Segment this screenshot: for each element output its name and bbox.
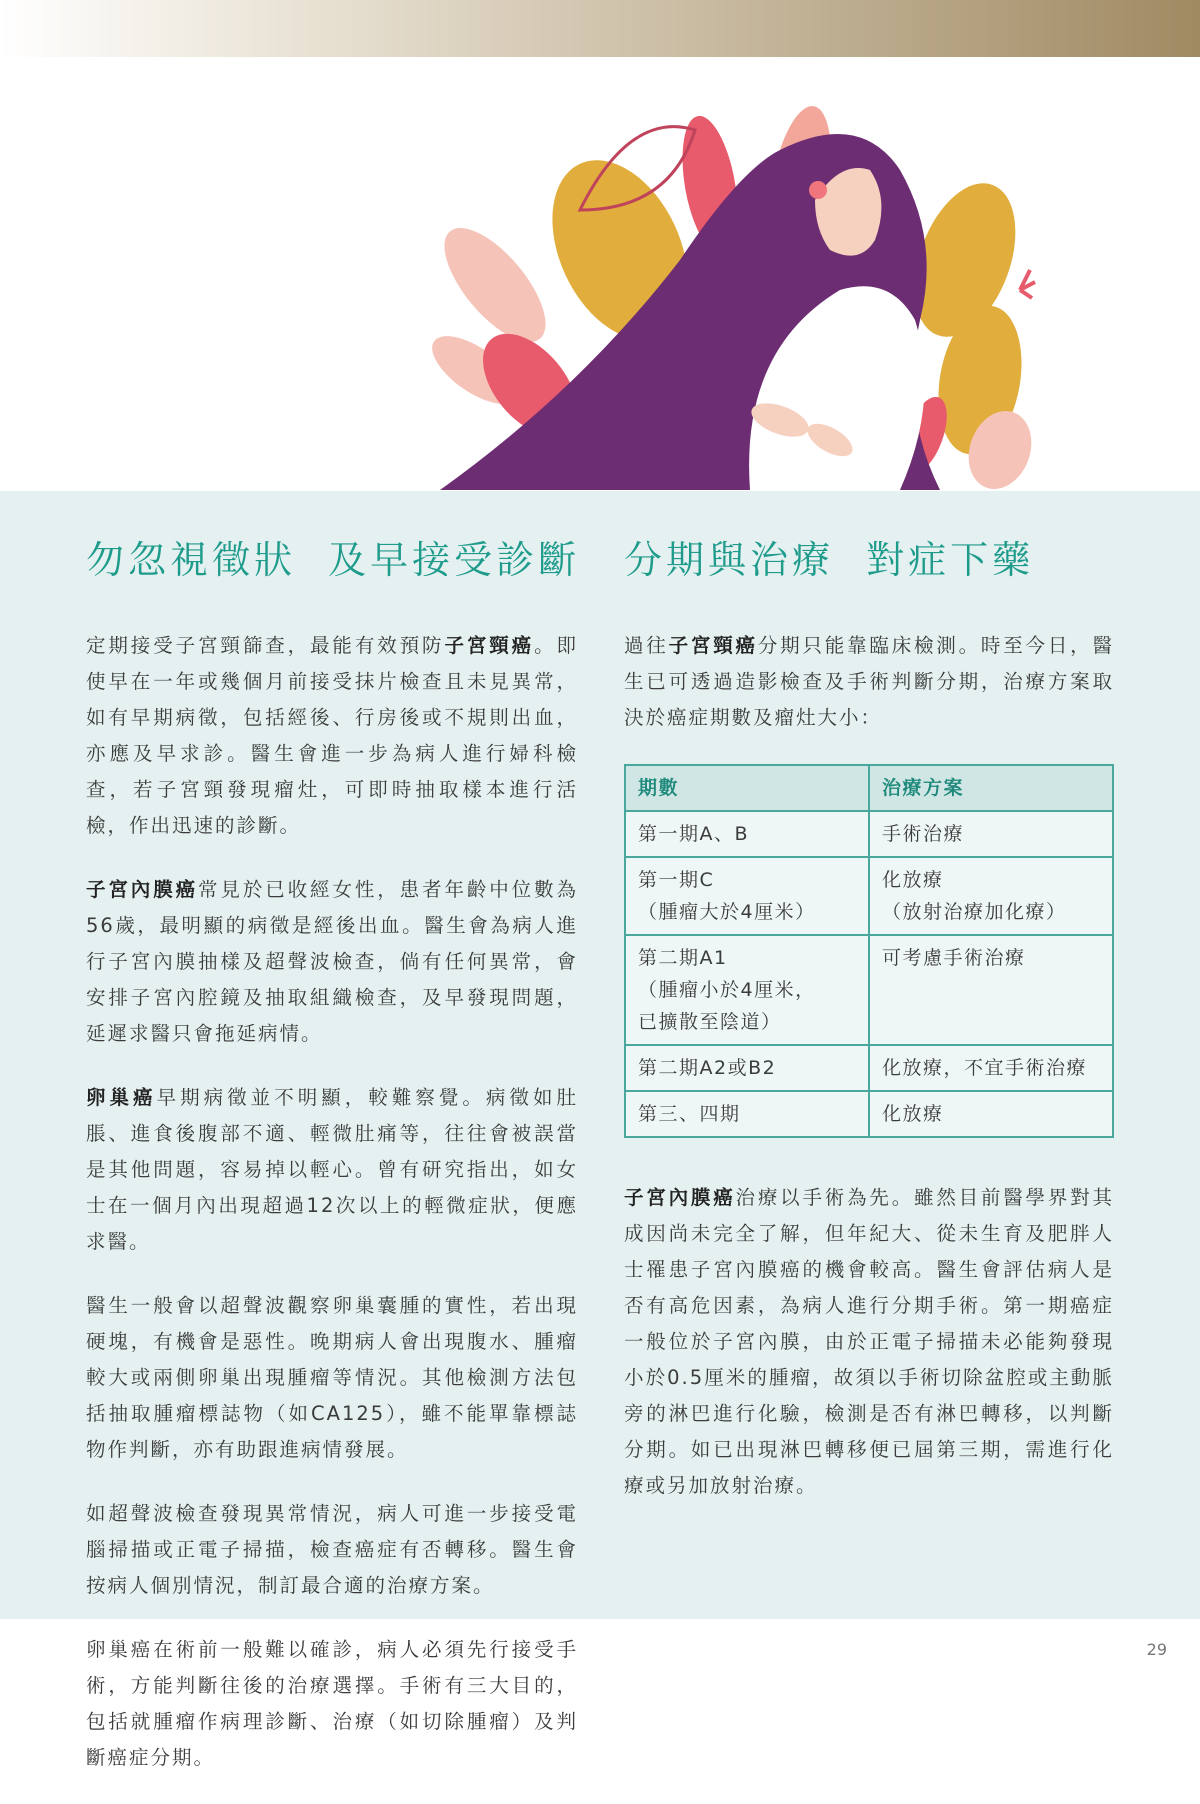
table-cell-treatment <box>869 811 1113 857</box>
left-paragraph-2: 子宮內膜癌常見於已收經女性，患者年齡中位數為56歲，最明顯的病徵是經後出血。醫生會為病人進行子宮內膜抽樣及超聲波檢查，倘有任何異常，會安排子宮內腔鏡及抽取組織檢查，及早發現問題，延遲求醫只會拖延病情。 <box>86 878 578 1045</box>
table-cell-stage <box>625 857 869 935</box>
left-paragraph-1: 定期接受子宮頸篩查，最能有效預防子宮頸癌。即使早在一年或幾個月前接受抹片檢查且未見異常，如有早期病徵，包括經後、行房後或不規則出血，亦應及早求診。醫生會進一步為病人進行婦科檢查，若子宮頸發現瘤灶，可即時抽取樣本進行活檢，作出迅速的診斷。 <box>86 634 578 837</box>
cell-line: （放射治療加化療） <box>882 901 1067 923</box>
table-cell-treatment <box>869 857 1113 935</box>
table-cell-treatment <box>869 1091 1113 1137</box>
right-column <box>624 530 1114 1532</box>
cell-line: 手術治療 <box>882 823 965 845</box>
cell-line: 化放療 <box>882 869 944 891</box>
right-intro-paragraph: 過往子宮頸癌分期只能靠臨床檢測。時至今日，醫生已可透過造影檢查及手術判斷分期，治療方案取決於癌症期數及瘤灶大小： <box>624 634 1114 729</box>
cell-line: 化放療，不宜手術治療 <box>882 1057 1088 1079</box>
left-paragraph-4: 醫生一般會以超聲波觀察卵巢囊腫的實性，若出現硬塊，有機會是惡性。晚期病人會出現腹水、腫瘤較大或兩側卵巢出現腫瘤等情況。其他檢測方法包括抽取腫瘤標誌物（如CA125），雖不能單靠標誌物作判斷，亦有助跟進病情發展。 <box>86 1294 578 1461</box>
cell-line: 第二期A2或B2 <box>638 1057 777 1079</box>
right-paragraph-2: 子宮內膜癌治療以手術為先。雖然目前醫學界對其成因尚未完全了解，但年紀大、從未生育及肥胖人士罹患子宮內膜癌的機會較高。醫生會評估病人是否有高危因素，為病人進行分期手術。第一期癌症一般位於子宮內膜，由於正電子掃描未必能夠發現小於0.5厘米的腫瘤，故須以手術切除盆腔或主動脈旁的淋巴進行化驗，檢測是否有淋巴轉移，以判斷分期。如已出現淋巴轉移便已屆第三期，需進行化療或另加放射治療。 <box>624 1186 1114 1497</box>
staging-table <box>624 764 1114 1138</box>
top-gradient-bar <box>0 0 1200 57</box>
table-cell-treatment <box>869 1045 1113 1091</box>
left-column <box>86 530 581 1804</box>
table-cell-stage <box>625 1045 869 1091</box>
header-treatment: 治療方案 <box>869 765 1113 811</box>
left-heading: 勿忽視徵狀 及早接受診斷 <box>86 538 581 582</box>
cell-line: 第二期A1 <box>638 947 728 969</box>
table-row <box>625 811 1113 857</box>
pregnant-woman-illustration <box>420 90 1140 490</box>
table-header-row <box>625 765 1113 811</box>
cell-line: 化放療 <box>882 1103 944 1125</box>
cell-line: 已擴散至陰道） <box>638 1011 782 1033</box>
table-cell-stage <box>625 811 869 857</box>
table-row <box>625 1091 1113 1137</box>
cell-line: 第一期C <box>638 869 715 891</box>
table-cell-treatment <box>869 935 1113 1045</box>
table-body <box>625 811 1113 1137</box>
cell-line: （腫瘤大於4厘米） <box>638 901 816 923</box>
table-row <box>625 1045 1113 1091</box>
cell-line: 第一期A、B <box>638 823 750 845</box>
table-row <box>625 857 1113 935</box>
header-stage: 期數 <box>625 765 869 811</box>
left-paragraph-6: 卵巢癌在術前一般難以確診，病人必須先行接受手術，方能判斷往後的治療選擇。手術有三大目的，包括就腫瘤作病理診斷、治療（如切除腫瘤）及判斷癌症分期。 <box>86 1638 578 1769</box>
right-heading: 分期與治療 對症下藥 <box>624 538 1035 582</box>
table-cell-stage <box>625 1091 869 1137</box>
cell-line: 可考慮手術治療 <box>882 947 1026 969</box>
cell-line: （腫瘤小於4厘米， <box>638 979 816 1001</box>
left-paragraph-5: 如超聲波檢查發現異常情況，病人可進一步接受電腦掃描或正電子掃描，檢查癌症有否轉移。醫生會按病人個別情況，制訂最合適的治療方案。 <box>86 1502 578 1597</box>
table-row <box>625 935 1113 1045</box>
left-paragraph-3: 卵巢癌早期病徵並不明顯，較難察覺。病徵如肚脹、進食後腹部不適、輕微肚痛等，往往會被誤當是其他問題，容易掉以輕心。曾有研究指出，如女士在一個月內出現超過12次以上的輕微症狀，便應求醫。 <box>86 1086 578 1253</box>
cell-line: 第三、四期 <box>638 1103 741 1125</box>
page-number: 29 <box>1146 1640 1167 1659</box>
table-cell-stage <box>625 935 869 1045</box>
